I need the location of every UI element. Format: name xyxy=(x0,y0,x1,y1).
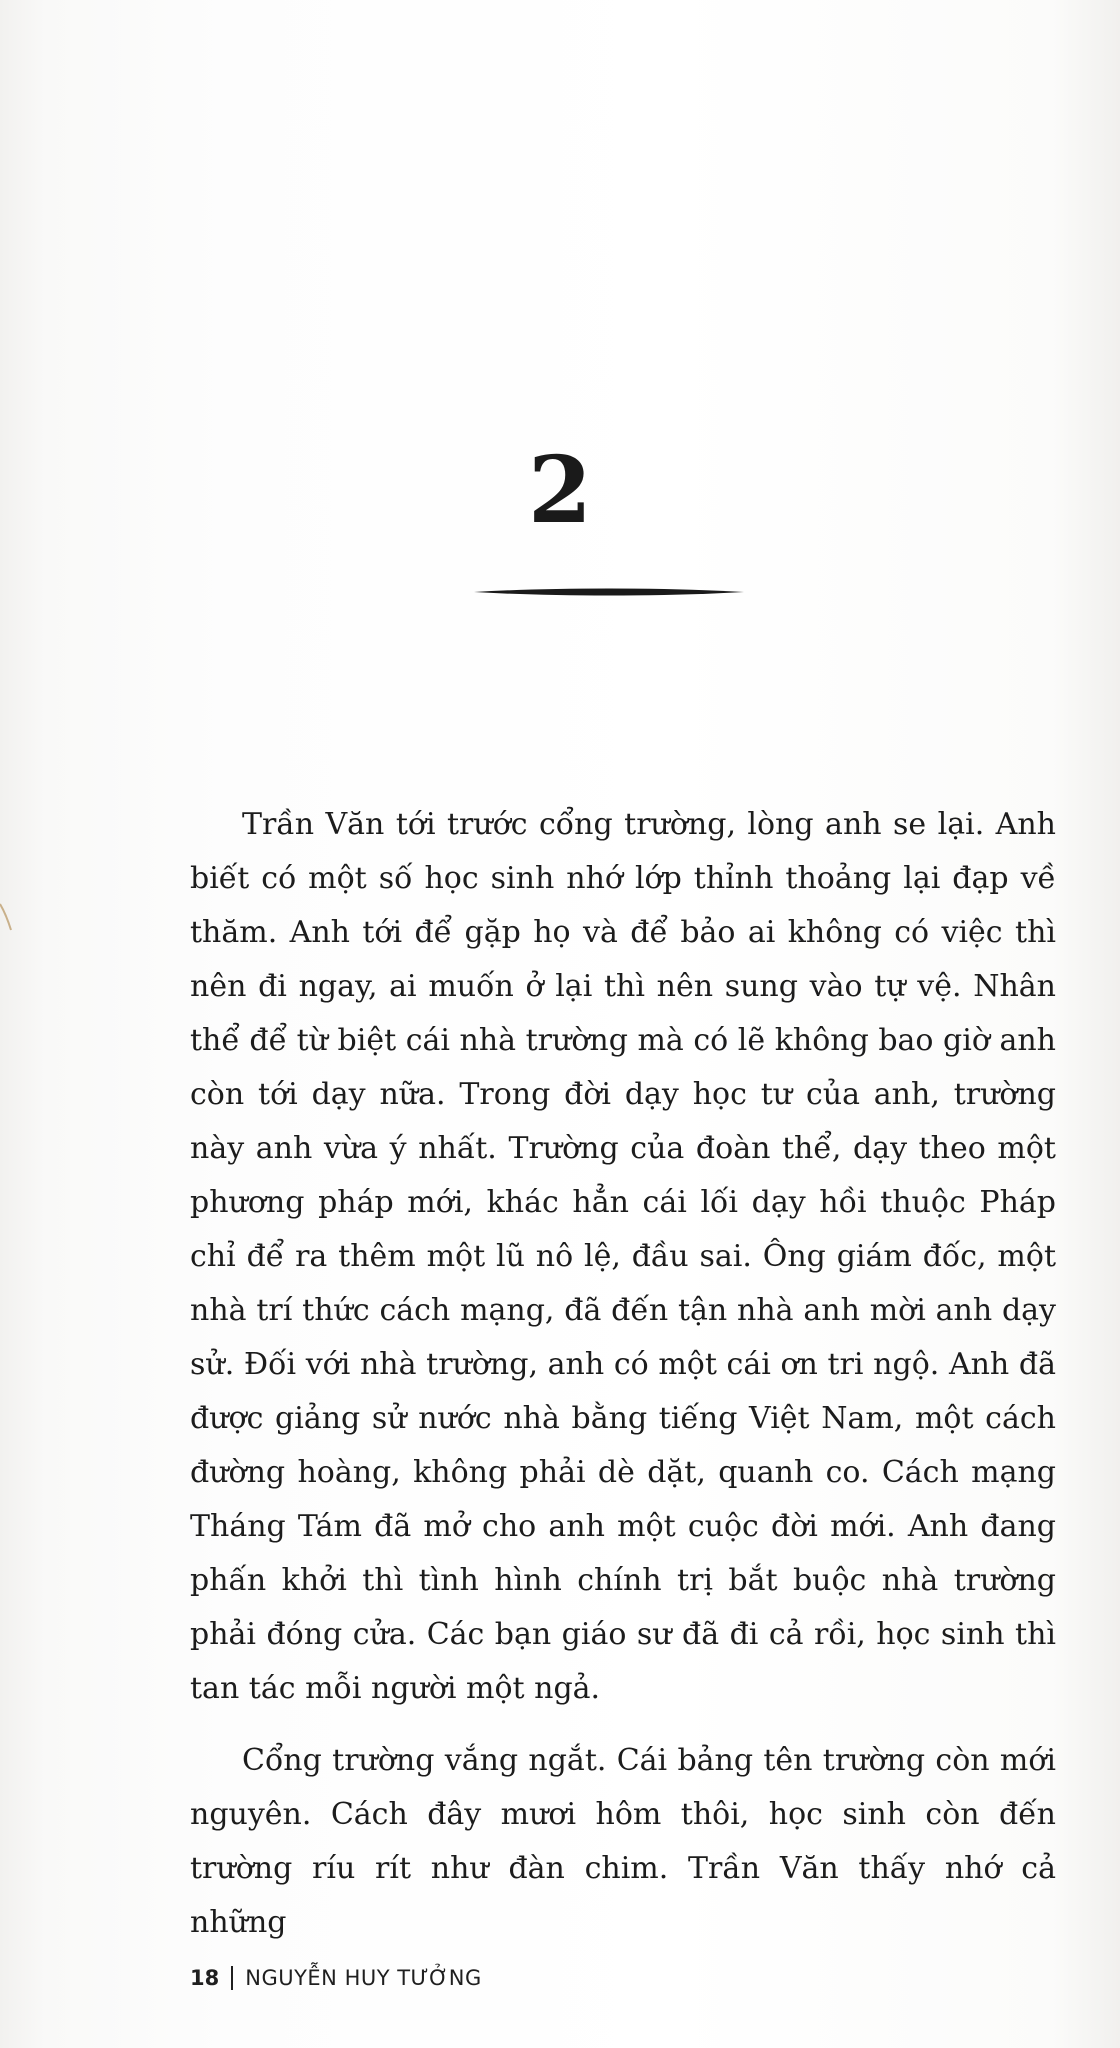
chapter-ornament-rule xyxy=(474,587,744,597)
paragraph-1: Trần Văn tới trước cổng trường, lòng anh se lại. Anh biết có một số học sinh nhớ lớp thỉnh thoảng lại đạp về thăm. Anh tới để gặp họ và để bảo ai không có việc thì nên đi ngay, ai muốn ở lại thì nên sung vào tự vệ. Nhân thể để từ biệt cái nhà trường mà có lẽ không bao giờ anh còn tới dạy nữa. Trong đời dạy học tư của anh, trường này anh vừa ý nhất. Trường của đoàn thể, dạy theo một phương pháp mới, khác hẳn cái lối dạy hồi thuộc Pháp chỉ để ra thêm một lũ nô lệ, đầu sai. Ông giám đốc, một nhà trí thức cách mạng, đã đến tận nhà anh mời anh dạy sử. Đối với nhà trường, anh có một cái ơn tri ngộ. Anh đã được giảng sử nước nhà bằng tiếng Việt Nam, một cách đường hoàng, không phải dè dặt, quanh co. Cách mạng Tháng Tám đã mở cho anh một cuộc đời mới. Anh đang phấn khởi thì tình hình chính trị bắt buộc nhà trường phải đóng cửa. Các bạn giáo sư đã đi cả rồi, học sinh thì tan tác mỗi người một ngả. xyxy=(190,807,1056,1706)
page-number: 18 xyxy=(190,1966,220,1990)
footer-divider xyxy=(231,1966,233,1990)
running-footer-author: NGUYỄN HUY TƯỞNG xyxy=(245,1966,482,1990)
page-edge-mark xyxy=(0,900,12,940)
paragraph-2: Cổng trường vắng ngắt. Cái bảng tên trường còn mới nguyên. Cách đây mươi hôm thôi, học sinh còn đến trường ríu rít như đàn chim. Trần Văn thấy nhớ cả những xyxy=(190,1743,1056,1940)
chapter-body xyxy=(190,798,1056,1968)
page-footer xyxy=(190,1963,482,1993)
chapter-number: 2 xyxy=(527,436,592,544)
